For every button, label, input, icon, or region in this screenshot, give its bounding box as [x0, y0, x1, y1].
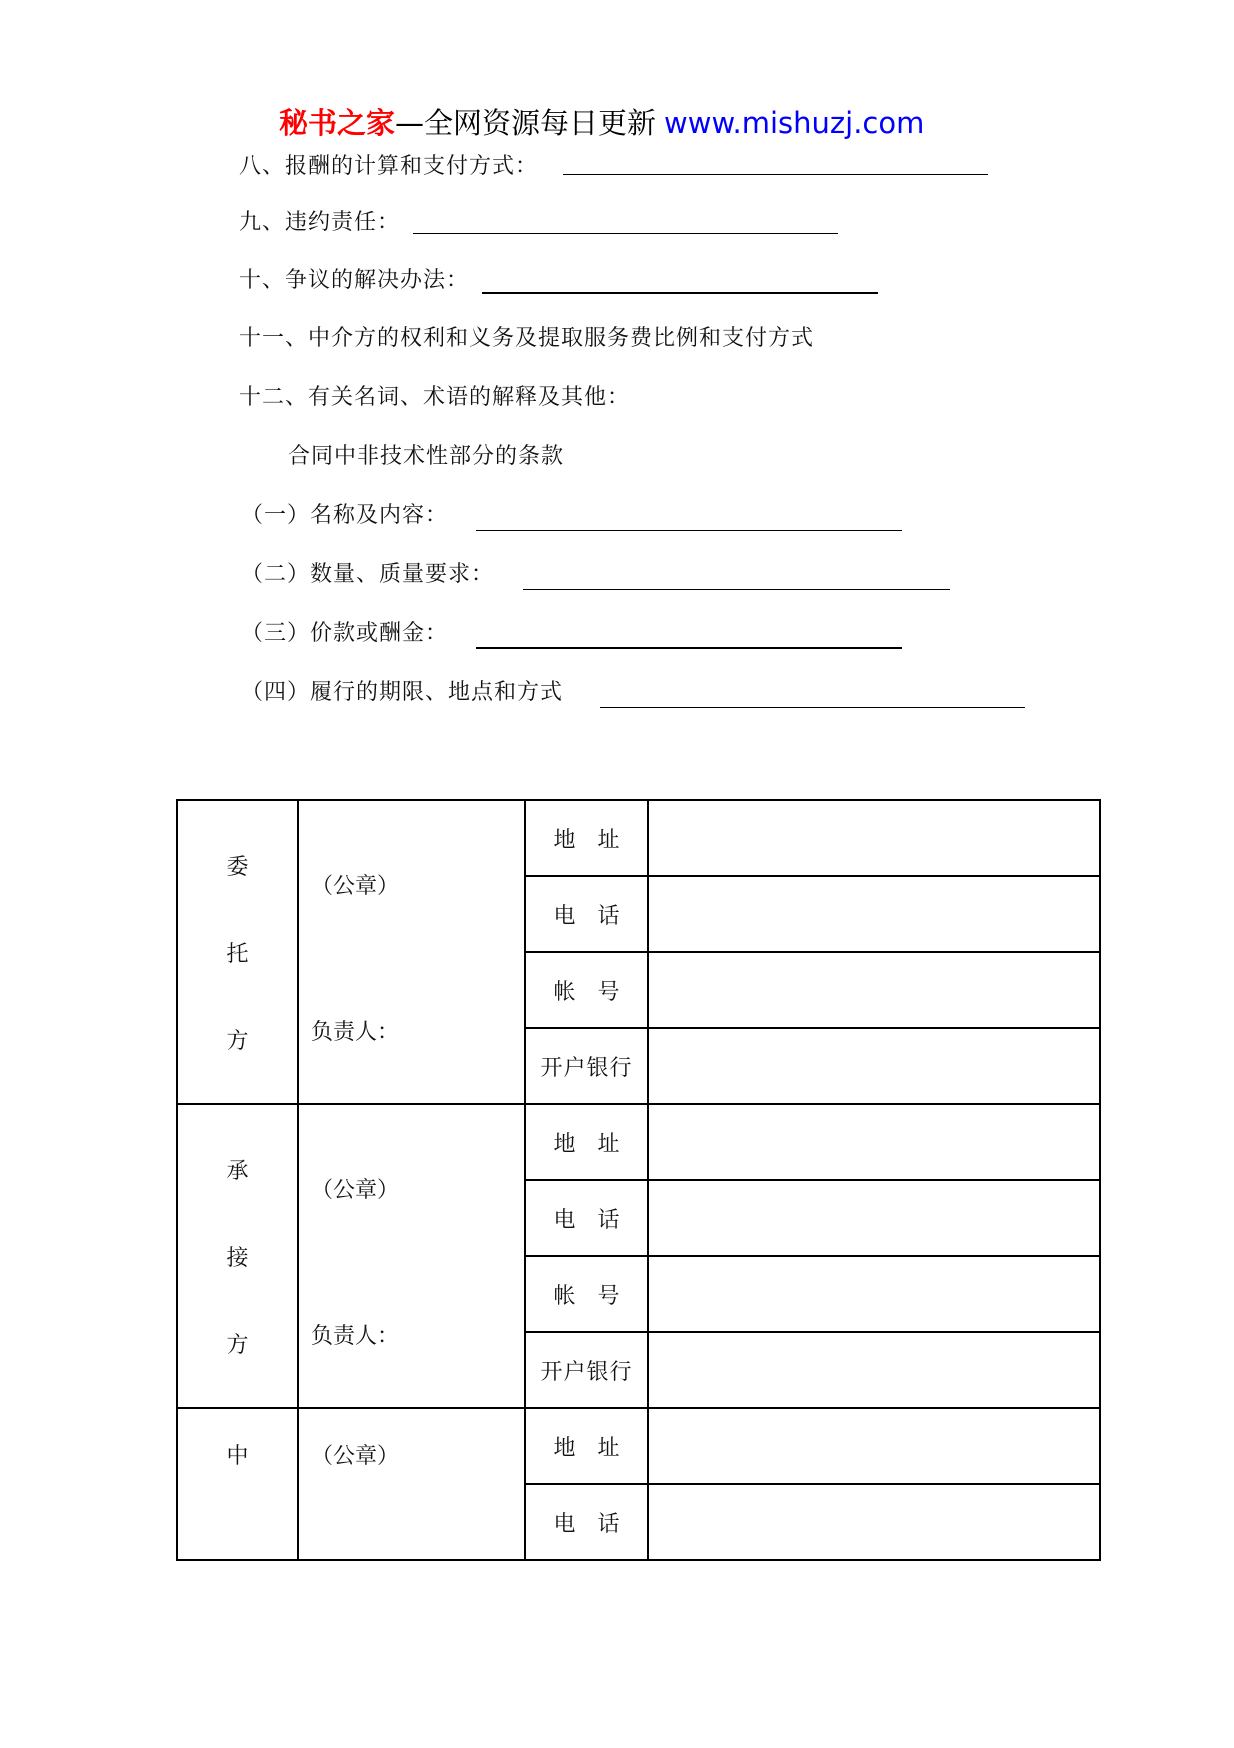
field-label-address: 地址 — [525, 1408, 648, 1484]
party-name-char: 承 — [226, 1158, 249, 1184]
party-name-char: 中 — [226, 1444, 249, 1469]
field-value-address[interactable] — [648, 800, 1100, 876]
field-label-bank: 开户银行 — [525, 1028, 648, 1104]
seal-label: （公章） — [311, 1444, 400, 1469]
party-name-char: 方 — [226, 1332, 249, 1358]
field-label-address: 地址 — [525, 800, 648, 876]
field-label-account: 帐号 — [525, 1256, 648, 1332]
site-brand: 秘书之家 — [279, 106, 396, 140]
clause-12: 十二、有关名词、术语的解释及其他： — [239, 385, 631, 410]
field-value-address[interactable] — [648, 1104, 1100, 1180]
field-value-account[interactable] — [648, 952, 1100, 1028]
responsible-label: 负责人： — [311, 1020, 400, 1045]
field-label-address: 地址 — [525, 1104, 648, 1180]
party-client-seal-cell[interactable] — [298, 800, 525, 1104]
parties-table — [176, 799, 1101, 1561]
field-value-phone[interactable] — [648, 1180, 1100, 1256]
party-client-name — [177, 800, 298, 1104]
subclause-2: （二）数量、质量要求： — [241, 562, 495, 587]
responsible-label: 负责人： — [311, 1324, 400, 1349]
field-value-address[interactable] — [648, 1408, 1100, 1484]
seal-label: （公章） — [311, 874, 400, 899]
site-slogan: —全网资源每日更新 — [395, 106, 657, 140]
clause-10-blank[interactable] — [482, 292, 878, 294]
table-row — [177, 1408, 1100, 1484]
party-intermediary-name — [177, 1408, 298, 1560]
clause-11: 十一、中介方的权利和义务及提取服务费比例和支付方式 — [239, 326, 815, 351]
clause-10: 十、争议的解决办法： — [239, 268, 470, 293]
subclause-3-blank[interactable] — [476, 647, 902, 649]
clause-8-blank[interactable] — [563, 174, 988, 175]
subclause-4-blank[interactable] — [600, 707, 1025, 708]
subclause-1: （一）名称及内容： — [241, 503, 449, 528]
field-label-phone: 电话 — [525, 876, 648, 952]
party-name-char: 方 — [226, 1028, 249, 1054]
field-label-phone: 电话 — [525, 1180, 648, 1256]
field-value-bank[interactable] — [648, 1028, 1100, 1104]
party-contractor-seal-cell[interactable] — [298, 1104, 525, 1408]
table-row — [177, 1104, 1100, 1180]
field-value-phone[interactable] — [648, 1484, 1100, 1560]
seal-label: （公章） — [311, 1178, 400, 1203]
party-contractor-name — [177, 1104, 298, 1408]
clause-9-blank[interactable] — [413, 233, 838, 234]
subsection-title: 合同中非技术性部分的条款 — [288, 444, 565, 469]
clause-8: 八、报酬的计算和支付方式： — [239, 154, 539, 179]
site-url-link[interactable]: www.mishuzj.com — [664, 106, 925, 140]
subclause-1-blank[interactable] — [476, 530, 902, 531]
party-intermediary-seal-cell[interactable] — [298, 1408, 525, 1560]
party-name-char: 委 — [226, 854, 249, 880]
clause-9: 九、违约责任： — [239, 210, 401, 235]
field-value-account[interactable] — [648, 1256, 1100, 1332]
field-label-bank: 开户银行 — [525, 1332, 648, 1408]
table-row — [177, 800, 1100, 876]
subclause-3: （三）价款或酬金： — [241, 621, 449, 646]
subclause-2-blank[interactable] — [523, 589, 950, 590]
site-header — [279, 103, 924, 143]
party-name-char: 托 — [226, 941, 249, 967]
field-label-account: 帐号 — [525, 952, 648, 1028]
field-value-phone[interactable] — [648, 876, 1100, 952]
field-value-bank[interactable] — [648, 1332, 1100, 1408]
subclause-4: （四）履行的期限、地点和方式 — [241, 680, 564, 705]
party-name-char: 接 — [226, 1245, 249, 1271]
field-label-phone: 电话 — [525, 1484, 648, 1560]
